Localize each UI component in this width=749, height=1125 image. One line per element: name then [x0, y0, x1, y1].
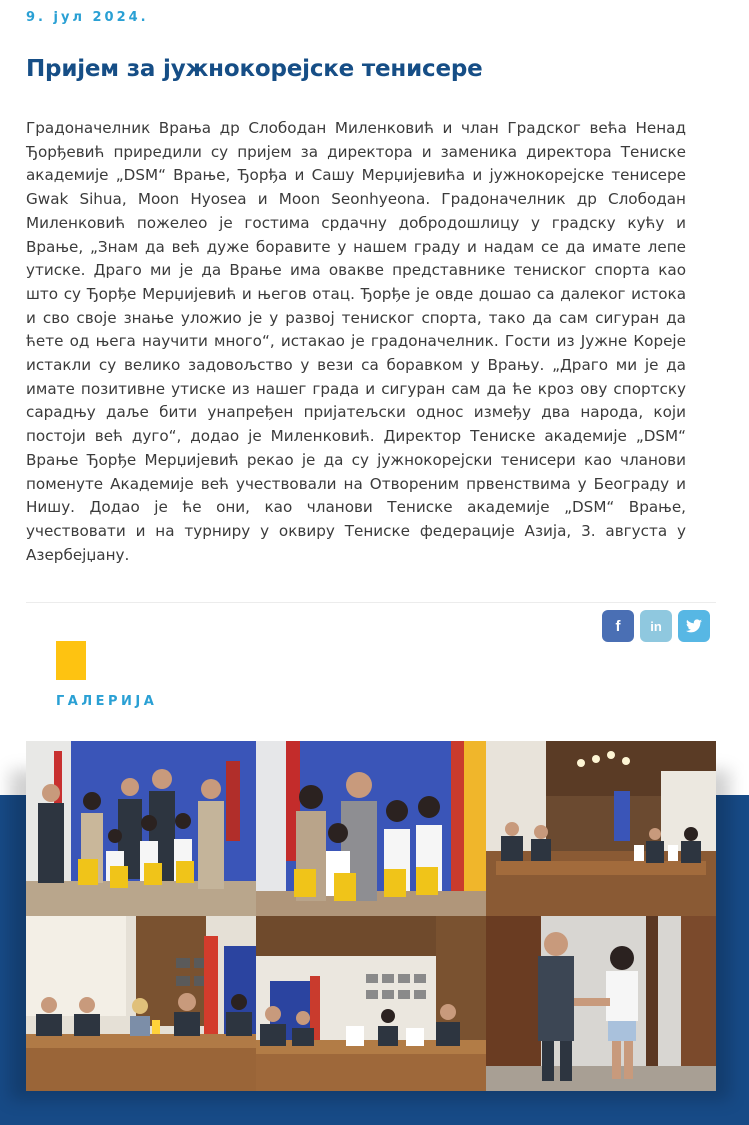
discussion-image — [256, 916, 486, 1091]
article-title: Пријем за јужнокорејске тенисере — [26, 56, 483, 82]
conference-room-image — [486, 741, 716, 916]
facebook-share-button[interactable] — [602, 610, 634, 642]
gallery-heading: ГАЛЕРИЈА — [56, 694, 158, 709]
linkedin-share-button[interactable] — [640, 610, 672, 642]
handshake-image — [486, 916, 716, 1091]
gallery-grid — [26, 741, 716, 1091]
group-closeup-image — [256, 741, 486, 916]
gallery-photo-2[interactable] — [256, 741, 486, 916]
gallery-photo-3[interactable] — [486, 741, 716, 916]
meeting-table-image — [26, 916, 256, 1091]
twitter-icon — [686, 619, 702, 633]
gallery-photo-6[interactable] — [486, 916, 716, 1091]
gallery-photo-1[interactable] — [26, 741, 256, 916]
group-photo-image — [26, 741, 256, 916]
article-date: 9. јул 2024. — [26, 10, 149, 25]
gallery-photo-5[interactable] — [256, 916, 486, 1091]
gallery-photo-4[interactable] — [26, 916, 256, 1091]
gallery-accent-block — [56, 641, 86, 680]
linkedin-icon: in — [650, 618, 662, 634]
twitter-share-button[interactable] — [678, 610, 710, 642]
facebook-icon: f — [615, 617, 621, 635]
article-body: Градоначелник Врања др Слободан Миленковић и члан Градског већа Ненад Ђорђевић приредили су пријем за директора и заменика директора Тениске академије „DSM“ Врање, Ђорђа и Сашу Мерџијевића и јужнокорејске тенисере Gwak Sihua, Moon Hyosea и Moon Seonhyeona. Градоначелник др Слободан Миленковић пожелео је гостима срдачну добродошлицу у градску кућу и Врање, „Знам да већ дуже боравите у нашем граду и надам се да имате лепе утиске. Драго ми је да Врање има овакве представнике тениског спорта као што су Ђорђе Мерџијевић и његов отац. Ђорђе је овде дошао са далеког истока и сво своје знање уложио је у развој тениског спорта, тако да сам сигуран да ћете од њега научити много“, истакао је градоначелник. Гости из Јужне Кореје истакли су велико задовољство у вези са боравком у Врању. „Драго ми је да имате позитивне утиске из нашег града и сигуран сам да ће кроз ову спортску сарадњу даље бити унапређен пријатељски однос између два народа, који постоји већ дуго“, додао је Миленковић. Директор Тениске академије „DSM“ Врање Ђорђе Мерџијевић рекао је да су јужнокорејски тенисери као чланови поменуте Академије већ учествовали на Отвореним првенствима у Београду и Нишу. Додао је ће они, као чланови Тениске академије „DSM“ Врање, учествовати и на турниру у оквиру Тениске федерације Азија, 3. августа у Азербејџану. — [26, 119, 686, 564]
share-divider — [26, 602, 716, 603]
